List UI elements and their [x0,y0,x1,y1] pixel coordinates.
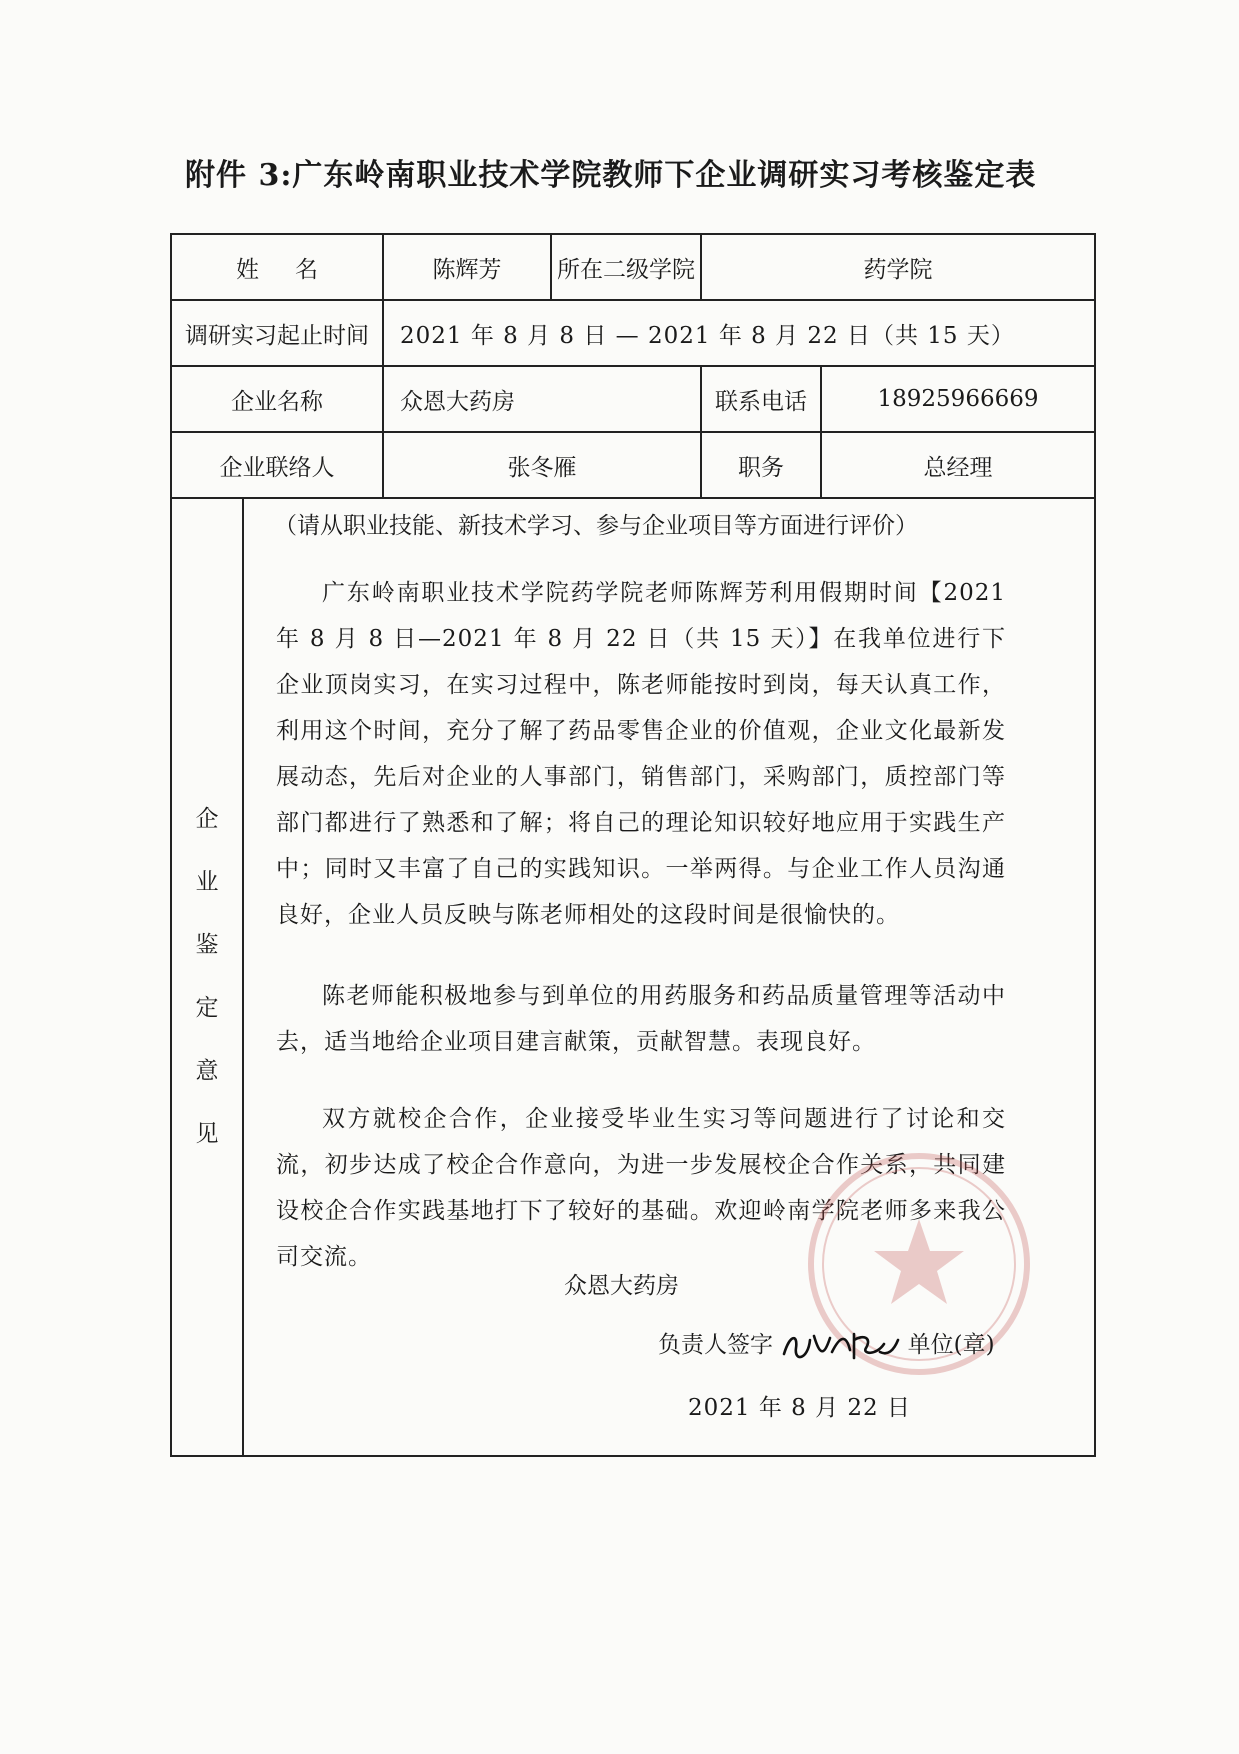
form-row-name [171,234,1095,300]
opinion-label-char: 见 [195,1121,219,1147]
period-label: 调研实习起止时间 [171,300,383,366]
company-value: 众恩大药房 [383,366,701,432]
opinion-paragraph: 双方就校企合作，企业接受毕业生实习等问题进行了讨论和交流，初步达成了校企合作意向，为进一步发展校企合作关系，共同建设校企合作实践基地打下了较好的基础。欢迎岭南学院老师多来我公司交流。 [276,1106,1006,1270]
handwritten-signature [780,1326,900,1366]
opinion-content [243,498,1095,1456]
phone-label: 联系电话 [701,366,821,432]
signer-line [658,1326,995,1366]
document-title: 附件 3:广东岭南职业技术学院教师下企业调研实习考核鉴定表 [185,158,1037,193]
opinion-label-char: 意 [195,1058,219,1084]
sign-person-label: 负责人签字 [658,1332,773,1358]
form-row-opinion [171,498,1095,1456]
opinion-label-char: 企 [195,806,219,832]
opinion-label-char: 业 [195,869,219,895]
opinion-paragraph: 陈老师能积极地参与到单位的用药服务和药品质量管理等活动中去，适当地给企业项目建言献策，贡献智慧。表现良好。 [276,983,1006,1055]
opinion-label-char: 鉴 [195,932,219,958]
form-row-contact [171,432,1095,498]
college-label: 所在二级学院 [551,234,701,300]
opinion-label-char: 定 [195,995,219,1021]
company-label: 企业名称 [171,366,383,432]
form-row-company [171,366,1095,432]
position-value: 总经理 [821,432,1095,498]
sign-unit-label: 单位(章) [907,1332,995,1358]
period-value: 2021 年 8 月 8 日 — 2021 年 8 月 22 日（共 15 天） [383,300,1095,366]
position-label: 职务 [701,432,821,498]
opinion-hint: （请从职业技能、新技术学习、参与企业项目等方面进行评价） [274,513,918,539]
evaluation-form-table [170,233,1096,1457]
contact-value: 张冬雁 [383,432,701,498]
name-value: 陈辉芳 [383,234,551,300]
contact-label: 企业联络人 [171,432,383,498]
sign-date: 2021 年 8 月 22 日 [688,1395,911,1421]
phone-value: 18925966669 [821,366,1095,432]
name-label: 姓名 [171,234,383,300]
form-row-period [171,300,1095,366]
opinion-paragraph: 广东岭南职业技术学院药学院老师陈辉芳利用假期时间【2021 年 8 月 8 日—2021 年 8 月 22 日（共 15 天）】在我单位进行下企业顶岗实习，在实习过程中，陈老师能按时到岗，每天认真工作，利用这个时间，充分了解了药品零售企业的价值观，企业文化最新发展动态，先后对企业的人事部门，销售部门，采购部门，质控部门等部门都进行了熟悉和了解；将自己的理论知识较好地应用于实践生产中；同时又丰富了自己的实践知识。一举两得。与企业工作人员沟通良好，企业人员反映与陈老师相处的这段时间是很愉快的。 [276,580,1006,928]
college-value: 药学院 [701,234,1095,300]
sign-company: 众恩大药房 [564,1273,679,1299]
opinion-label [171,498,243,1456]
